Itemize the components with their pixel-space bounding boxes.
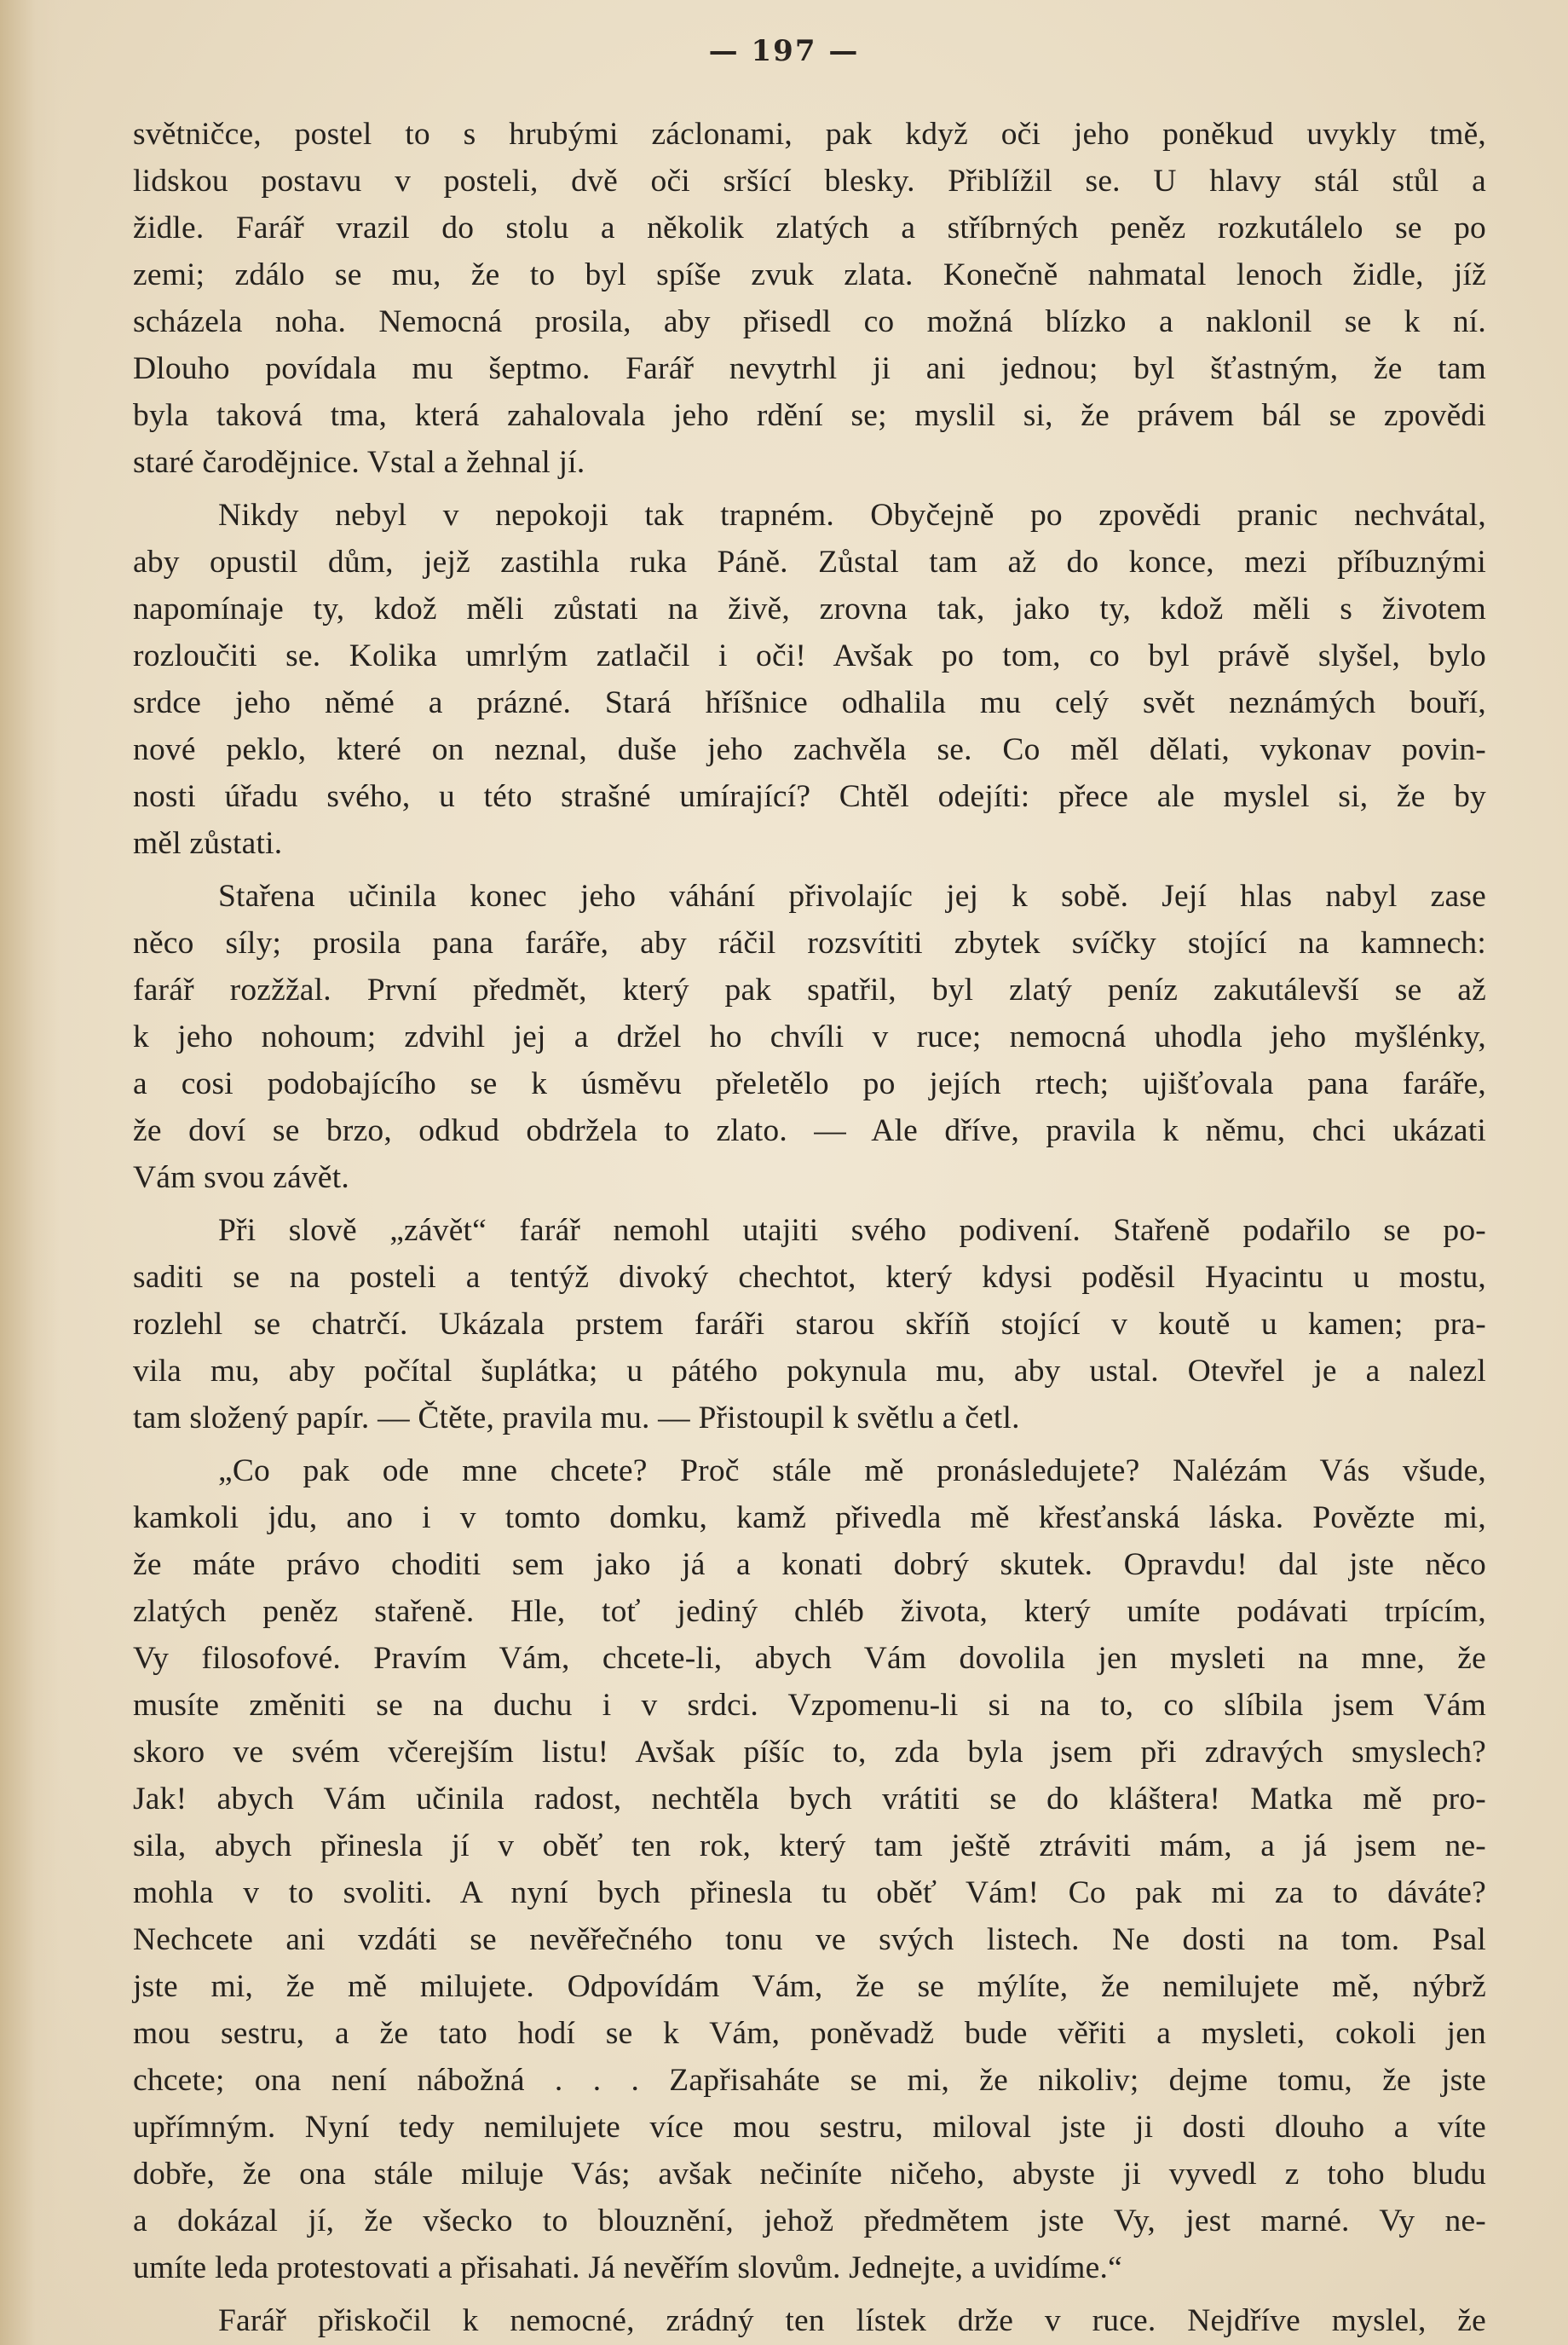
text-line: a cosi podobajícího se k úsměvu přeletělo po jejích rtech; ujišťovala pana faráře,	[133, 1066, 1486, 1101]
text-line: musíte změniti se na duchu i v srdci. Vzpomenu-li si na to, co slíbila jsem Vám	[133, 1688, 1486, 1723]
text-line: Nikdy nebyl v nepokoji tak trapném. Obyčejně po zpovědi pranic nechvátal,	[218, 498, 1486, 533]
text-line: Vy filosofové. Pravím Vám, chcete-li, abych Vám dovolila jen mysleti na mne, že	[133, 1641, 1486, 1676]
text-line: Dlouho povídala mu šeptmo. Farář nevytrhl ji ani jednou; byl šťastným, že tam	[133, 351, 1486, 386]
text-line: nosti úřadu svého, u této strašné umírající? Chtěl odejíti: přece ale myslel si, že by	[133, 779, 1486, 814]
paragraph	[133, 111, 1486, 486]
text-line: umíte leda protestovati a přisahati. Já nevěřím slovům. Jednejte, a uvidíme.“	[133, 2250, 1122, 2285]
paragraph	[133, 1207, 1486, 1441]
text-line: jste mi, že mě milujete. Odpovídám Vám, že se mýlíte, že nemilujete mě, nýbrž	[133, 1969, 1486, 2004]
text-line: že máte právo choditi sem jako já a konati dobrý skutek. Opravdu! dal jste něco	[133, 1547, 1486, 1582]
text-line: nové peklo, které on neznal, duše jeho zachvěla se. Co měl dělati, vykonav povin-	[133, 732, 1486, 767]
page-number: — 197 —	[708, 34, 860, 68]
text-line: chcete; ona není nábožná . . . Zapřisaháte se mi, že nikoliv; dejme tomu, že jste	[133, 2063, 1486, 2098]
text-line: „Co pak ode mne chcete? Proč stále mě pronásledujete? Nalézám Vás všude,	[218, 1453, 1486, 1488]
text-line: něco síly; prosila pana faráře, aby ráčil rozsvítiti zbytek svíčky stojící na kamnech:	[133, 926, 1486, 961]
text-line: dobře, že ona stále miluje Vás; avšak nečiníte ničeho, abyste ji vyvedl z toho bludu	[133, 2157, 1486, 2192]
text-line: lidskou postavu v posteli, dvě oči sršící blesky. Přiblížil se. U hlavy stál stůl a	[133, 164, 1486, 199]
text-line: sila, abych přinesla jí v oběť ten rok, který tam ještě ztráviti mám, a já jsem ne-	[133, 1828, 1486, 1863]
text-line: a dokázal jí, že všecko to blouznění, jehož předmětem jste Vy, jest marné. Vy ne-	[133, 2203, 1486, 2238]
text-line: světničce, postel to s hrubými záclonami, pak když oči jeho poněkud uvykly tmě,	[133, 117, 1486, 152]
text-line: mou sestru, a že tato hodí se k Vám, poněvadž bude věřiti a mysleti, cokoli jen	[133, 2016, 1486, 2051]
text-line: měl zůstati.	[133, 826, 283, 861]
text-line: Nechcete ani vzdáti se nevěřečného tonu ve svých listech. Ne dosti na tom. Psal	[133, 1922, 1486, 1957]
text-line: židle. Farář vrazil do stolu a několik zlatých a stříbrných peněz rozkutálelo se po	[133, 211, 1486, 245]
text-line: rozloučiti se. Kolika umrlým zatlačil i oči! Avšak po tom, co byl právě slyšel, bylo	[133, 638, 1486, 673]
text-line: kamkoli jdu, ano i v tomto domku, kamž přivedla mě křesťanská láska. Povězte mi,	[133, 1500, 1486, 1535]
text-line: napomínaje ty, kdož měli zůstati na živě, zrovna tak, jako ty, kdož měli s životem	[133, 592, 1486, 627]
text-line: zlatých peněz stařeně. Hle, toť jediný chléb života, který umíte podávati trpícím,	[133, 1594, 1486, 1629]
body-text	[133, 111, 1486, 2344]
text-line: tam složený papír. — Čtěte, pravila mu. — Přistoupil k světlu a četl.	[133, 1401, 1020, 1435]
text-line: staré čarodějnice. Vstal a žehnal jí.	[133, 445, 585, 480]
text-line: mohla v to svoliti. A nyní bych přinesla tu oběť Vám! Co pak mi za to dáváte?	[133, 1875, 1486, 1910]
text-line: zemi; zdálo se mu, že to byl spíše zvuk zlata. Konečně nahmatal lenoch židle, jíž	[133, 257, 1486, 292]
text-line: rozlehl se chatrčí. Ukázala prstem faráři starou skříň stojící v koutě u kamen; pra-	[133, 1307, 1486, 1342]
text-line: scházela noha. Nemocná prosila, aby přisedl co možná blízko a naklonil se k ní.	[133, 304, 1486, 339]
text-line: aby opustil dům, jejž zastihla ruka Páně. Zůstal tam až do konce, mezi příbuznými	[133, 545, 1486, 580]
paragraph	[133, 873, 1486, 1201]
paragraph	[133, 2297, 1486, 2344]
text-line: Při slově „závět“ farář nemohl utajiti svého podivení. Stařeně podařilo se po-	[218, 1213, 1486, 1248]
text-line: Vám svou závět.	[133, 1160, 349, 1195]
text-line: Farář přiskočil k nemocné, zrádný ten lístek drže v ruce. Nejdříve myslel, že	[218, 2303, 1486, 2338]
text-line: skoro ve svém včerejším listu! Avšak píšíc to, zda byla jsem při zdravých smyslech?	[133, 1735, 1486, 1770]
text-line: Stařena učinila konec jeho váhání přivolajíc jej k sobě. Její hlas nabyl zase	[218, 879, 1486, 914]
text-line: upřímným. Nyní tedy nemilujete více mou sestru, miloval jste ji dosti dlouho a víte	[133, 2110, 1486, 2145]
text-line: srdce jeho němé a prázné. Stará hříšnice odhalila mu celý svět neznámých bouří,	[133, 685, 1486, 720]
text-line: vila mu, aby počítal šuplátka; u pátého pokynula mu, aby ustal. Otevřel je a nalezl	[133, 1354, 1486, 1389]
paragraph	[133, 492, 1486, 867]
text-line: k jeho nohoum; zdvihl jej a držel ho chvíli v ruce; nemocná uhodla jeho myšlénky,	[133, 1019, 1486, 1054]
text-line: farář rozžžal. První předmět, který pak spatřil, byl zlatý peníz zakutálevší se až	[133, 973, 1486, 1008]
text-line: Jak! abych Vám učinila radost, nechtěla bych vrátiti se do kláštera! Matka mě pro-	[133, 1782, 1486, 1817]
paragraph	[133, 1447, 1486, 2291]
text-line: byla taková tma, která zahalovala jeho rdění se; myslil si, že právem bál se zpovědi	[133, 398, 1486, 433]
text-line: že doví se brzo, odkud obdržela to zlato. — Ale dříve, pravila k němu, chci ukázati	[133, 1113, 1486, 1148]
text-line: saditi se na posteli a tentýž divoký chechtot, který kdysi poděsil Hyacintu u mostu,	[133, 1260, 1486, 1295]
